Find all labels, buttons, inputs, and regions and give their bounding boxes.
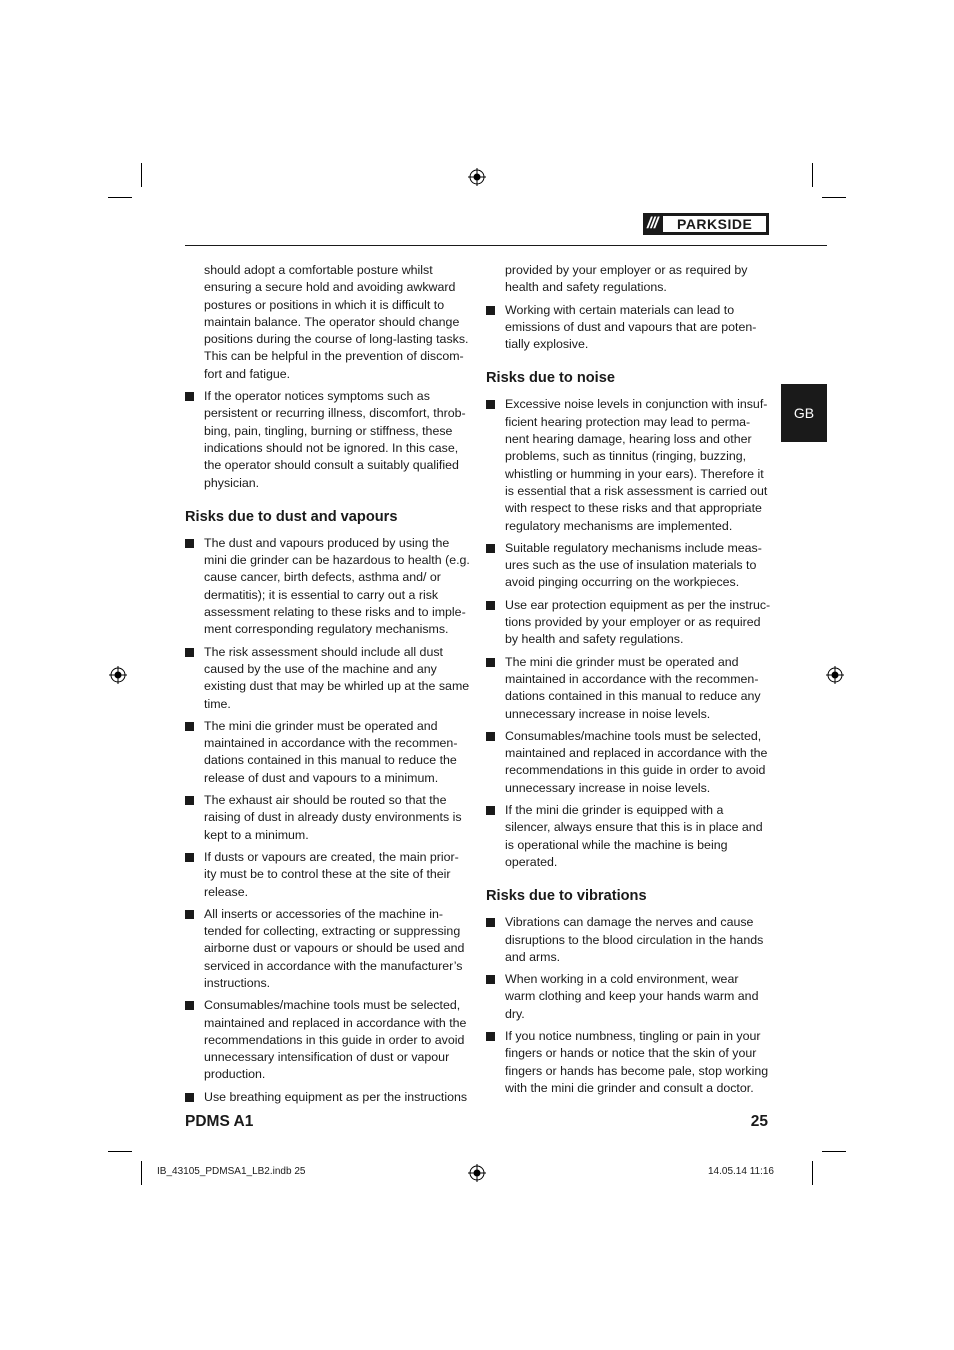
registration-mark-icon [109, 666, 127, 684]
bullet-text: Use ear protection equipment as per the instruc-tions provided by your employer or as required by health and safety regulations. [505, 597, 771, 647]
bullet-item [486, 802, 771, 871]
bullet-square-icon [486, 918, 495, 927]
bullet-item [185, 535, 470, 639]
bullet-square-icon [185, 1001, 194, 1010]
bullet-text: Excessive noise levels in conjunction with insuf-ficient hearing protection may lead to perma-nent hearing damage, hearing loss and other problems, such as tinnitus (ringing, buzzing, whistling or humming in your ears). Therefore it is essential that a risk assessment is carried out with respect to these risks and that appropriate regulatory mechanisms are implemented. [505, 397, 768, 533]
logo-slashes: /// [647, 215, 658, 232]
registration-mark-icon [468, 168, 486, 186]
bullet-item [185, 906, 470, 992]
bullet-text: If the mini die grinder is equipped with a silencer, always ensure that this is in place and is operational while the machine is being operated. [505, 803, 763, 869]
bullet-square-icon [486, 732, 495, 741]
right-column [486, 262, 771, 1102]
crop-mark [141, 163, 142, 187]
section-heading: Risks due to vibrations [486, 888, 647, 905]
bullet-square-icon [185, 910, 194, 919]
bullet-text: If the operator notices symptoms such as persistent or recurring illness, discomfort, throb-bing, pain, tingling, burning or stiffness, these indications should not be ignored. In this case, the operator should consult a suitably qualified physician. [204, 389, 466, 490]
bullet-square-icon [486, 544, 495, 553]
bullet-square-icon [486, 806, 495, 815]
bullet-item [486, 1028, 771, 1097]
bullet-text: The risk assessment should include all dust caused by the use of the machine and any existing dust that may be whirled up at the same time. [204, 644, 470, 711]
bullet-item [486, 914, 771, 966]
crop-mark [812, 1161, 813, 1185]
bullet-square-icon [185, 722, 194, 731]
bullet-square-icon [185, 539, 194, 548]
parkside-logo [643, 213, 769, 235]
logo-wordmark: PARKSIDE [677, 216, 753, 232]
bullet-square-icon [185, 392, 194, 401]
header-rule [185, 245, 827, 246]
bullet-item [486, 302, 771, 354]
bullet-square-icon [486, 975, 495, 984]
slug-file: IB_43105_PDMSA1_LB2.indb 25 [157, 1166, 306, 1177]
bullet-item [486, 971, 771, 1023]
paragraph: should adopt a comfortable posture whilst ensuring a secure hold and avoiding awkward postures or positions in which it is difficult to maintain balance. The operator should change positions during the course of long-lasting tasks. This can be helpful in the prevention of discom-fort and fatigue. [204, 263, 469, 381]
bullet-square-icon [185, 1093, 194, 1102]
crop-mark [822, 1151, 846, 1152]
bullet-item [185, 1089, 470, 1106]
bullet-item [185, 849, 470, 901]
bullet-text: Working with certain materials can lead to emissions of dust and vapours that are poten-tially explosive. [505, 302, 757, 352]
bullet-text: Consumables/machine tools must be selected, maintained and replaced in accordance with the recommendations in this guide in order to avoid unnecessary intensification of dust or vapour production. [204, 998, 467, 1082]
registration-mark-icon [468, 1164, 486, 1182]
bullet-item [185, 718, 470, 787]
crop-mark [108, 1151, 132, 1152]
crop-mark [812, 163, 813, 187]
bullet-text: Vibrations can damage the nerves and cause disruptions to the blood circulation in the hands and arms. [505, 915, 764, 964]
bullet-text: If you notice numbness, tingling or pain in your fingers or hands or notice that the skin of your fingers or hands has become pale, stop working with the mini die grinder and consult a doctor. [505, 1028, 769, 1095]
bullet-item [486, 728, 771, 797]
bullet-square-icon [486, 658, 495, 667]
crop-mark [822, 197, 846, 198]
bullet-square-icon [486, 601, 495, 610]
crop-mark [141, 1161, 142, 1185]
slug-datetime: 14.05.14 11:16 [708, 1166, 774, 1177]
bullet-item [185, 997, 470, 1083]
registration-mark-icon [826, 666, 844, 684]
bullet-text: Use breathing equipment as per the instructions [204, 1089, 468, 1104]
crop-mark [108, 197, 132, 198]
bullet-square-icon [486, 1032, 495, 1041]
bullet-text: The exhaust air should be routed so that the raising of dust in already dusty environments is kept to a minimum. [204, 793, 462, 842]
bullet-item [486, 540, 771, 592]
bullet-square-icon [486, 400, 495, 409]
model-name: PDMS A1 [185, 1113, 254, 1130]
bullet-text: All inserts or accessories of the machine in-tended for collecting, extracting or suppressing airborne dust or vapours or should be used and serviced in accordance with the manufacturer’s instructions. [204, 906, 465, 990]
paragraph: provided by your employer or as required by health and safety regulations. [505, 263, 748, 295]
bullet-text: When working in a cold environment, wear warm clothing and keep your hands warm and dry. [505, 972, 759, 1021]
bullet-text: If dusts or vapours are created, the main prior-ity must be to control these at the site of their release. [204, 849, 459, 899]
bullet-item [185, 388, 470, 492]
section-heading: Risks due to noise [486, 370, 615, 387]
bullet-text: The dust and vapours produced by using the mini die grinder can be hazardous to health (e.g. cause cancer, birth defects, asthma and/ or dermatitis); it is essential to carry out a risk assessment relating to these risks and to imple-ment corresponding regulatory mechanisms. [204, 535, 470, 637]
bullet-item [486, 396, 771, 534]
left-column [185, 262, 470, 1111]
bullet-text: Consumables/machine tools must be selected, maintained and replaced in accordance with the recommendations in this guide in order to avoid unnecessary increase in noise levels. [505, 728, 768, 795]
bullet-square-icon [185, 648, 194, 657]
bullet-item [486, 597, 771, 649]
bullet-item [486, 654, 771, 723]
bullet-text: The mini die grinder must be operated and maintained in accordance with the recommen-dations contained in this manual to reduce any unnecessary increase in noise levels. [505, 654, 761, 721]
bullet-text: The mini die grinder must be operated and maintained in accordance with the recommen-dations contained in this manual to reduce the release of dust and vapours to a minimum. [204, 718, 458, 785]
bullet-item [185, 792, 470, 844]
bullet-item [185, 644, 470, 713]
bullet-square-icon [486, 306, 495, 315]
page-number: 25 [750, 1113, 768, 1130]
bullet-square-icon [185, 796, 194, 805]
bullet-square-icon [185, 853, 194, 862]
section-heading: Risks due to dust and vapours [185, 508, 398, 525]
language-tab: GB [781, 384, 827, 442]
bullet-text: Suitable regulatory mechanisms include meas-ures such as the use of insulation materials to avoid pinging occurring on the workpieces. [505, 540, 762, 590]
